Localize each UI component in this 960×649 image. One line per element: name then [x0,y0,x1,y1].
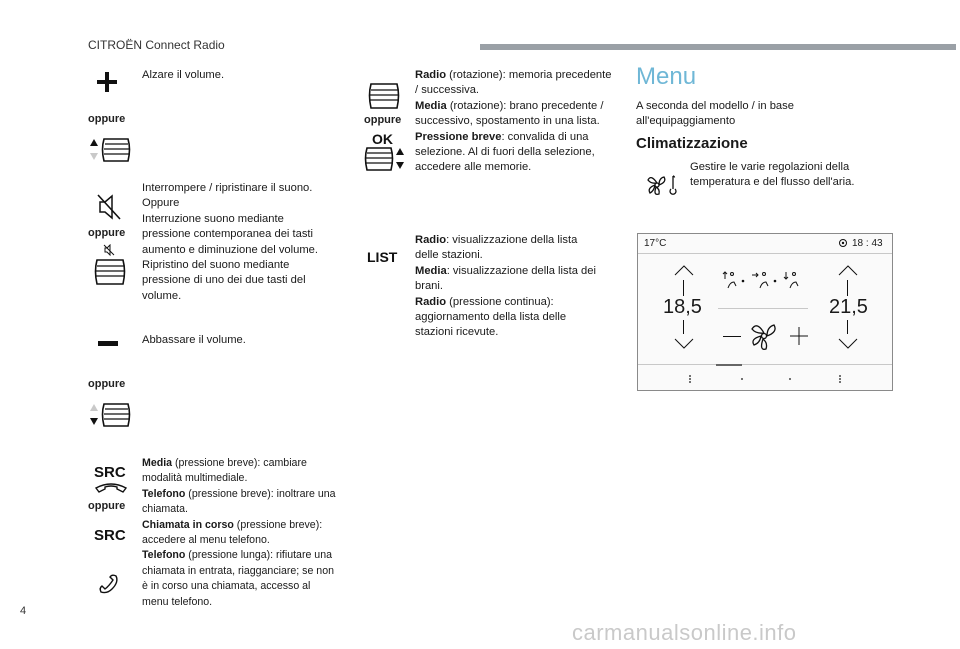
more-menu-icon[interactable] [688,374,692,384]
ok-label: OK [372,131,393,147]
temp-right-up-button[interactable] [838,264,858,276]
temp-left: 18,5 [663,296,702,318]
fan-icon [749,320,779,352]
volume-down-text: Abbassare il volume. [142,334,246,346]
more-menu-icon[interactable] [838,374,842,384]
mute-icon [96,193,122,221]
steering-control-icon [368,82,400,110]
dot-icon[interactable] [788,377,792,381]
oppure-label: oppure [88,378,126,390]
mute-text: Interrompere / ripristinare il suono. Oppure Interruzione suono mediante pressione contemporanea dei tasti aumento e diminuzione del volume. Ripristino del suono mediante pressione di uno dei due tasti del volume. [142,182,318,302]
phone-icon [94,481,128,495]
climate-text: Gestire le varie regolazioni della temperatura e del flusso dell'aria. [690,161,855,189]
oppure-label: oppure [364,114,402,126]
watermark: carmanualsonline.info [572,620,797,645]
header-title: CITROËN Connect Radio [88,38,225,52]
steering-control-down-icon [88,402,132,428]
climate-icon [645,172,683,198]
outside-temp: 17°C [644,238,667,249]
fan-down-button[interactable] [723,336,741,337]
dot-icon[interactable] [740,377,744,381]
clock: 18 : 43 [852,238,883,249]
mute-small-icon [103,244,115,256]
divider [847,320,848,334]
divider [638,253,892,254]
plus-icon [97,72,117,92]
handset-icon [97,572,121,596]
oppure-label: oppure [88,113,126,125]
divider [718,308,808,309]
menu-title: Menu [636,63,697,90]
oppure-label: oppure [88,227,126,239]
src-label: SRC [94,527,126,544]
climate-screen [637,233,893,391]
gps-icon [838,238,848,248]
temp-right-down-button[interactable] [838,338,858,350]
divider [847,280,848,296]
steering-control-up-icon [88,137,132,163]
page-indicator [716,364,742,366]
divider [683,320,684,334]
climate-title: Climatizzazione [636,135,748,152]
divider [683,280,684,296]
temp-right: 21,5 [829,296,868,318]
steering-control-icon [94,258,126,286]
air-distribution-buttons[interactable] [722,270,812,292]
volume-up-text: Alzare il volume. [142,69,225,81]
steering-control-ok-icon [364,146,408,172]
page-number: 4 [20,605,27,617]
oppure-label: oppure [88,500,126,512]
temp-left-up-button[interactable] [674,264,694,276]
divider [638,364,892,365]
src-label: SRC [94,464,126,481]
list-text: Radio: visualizzazione della lista delle stazioni. Media: visualizzazione della lista dei brani. Radio (pressione continua): aggiornamento della lista delle stazioni ricevute. [415,234,596,339]
menu-text: A seconda del modello / in base all'equipaggiamento [636,100,794,128]
temp-left-down-button[interactable] [674,338,694,350]
list-label: LIST [367,249,398,265]
src-text: Media (pressione breve): cambiare modalità multimediale. Telefono (pressione breve): inoltrare una chiamata. Chiamata in corso (pressione breve): accedere al menu telefono. Telefono (pressione lunga): rifiutare una chiamata in entrata, riagganciare; se non è in corso una chiamata, accesso al menu telefono. [142,457,336,608]
header-bar [480,44,956,50]
minus-icon [98,341,118,347]
fan-up-button[interactable] [790,327,808,345]
rotation-text: Radio (rotazione): memoria precedente / successiva. Media (rotazione): brano precedente / successivo, spostamento in una lista. Pressione breve: convalida di una selezione. Al di fuori della selezione, accedere alle memorie. [415,69,612,174]
